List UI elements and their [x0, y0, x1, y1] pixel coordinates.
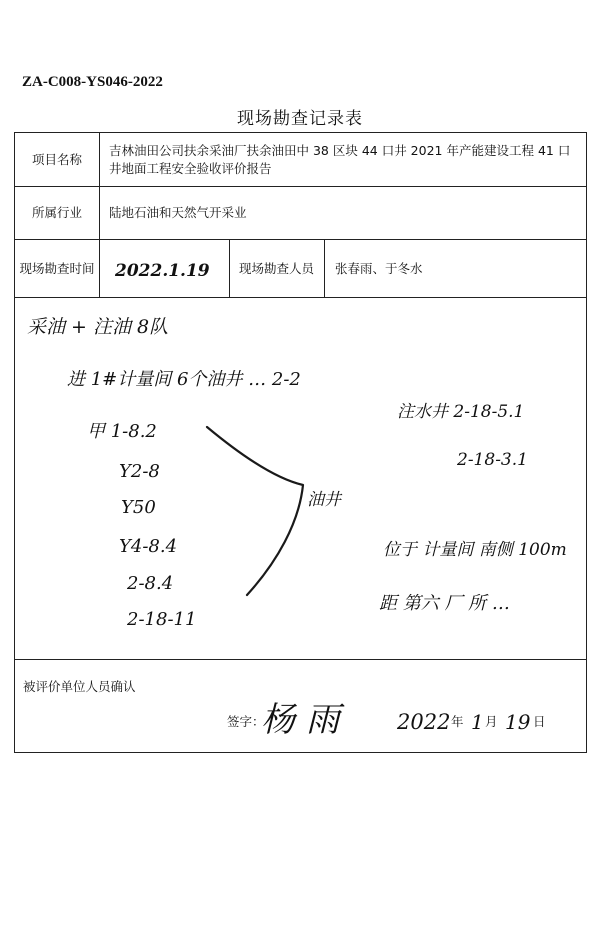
industry-value: 陆地石油和天然气开采业: [109, 205, 247, 220]
month-unit: 月: [485, 714, 498, 729]
note-line: Y50: [121, 497, 156, 518]
survey-date-label: 现场勘查时间: [19, 261, 95, 276]
industry-label: 所属行业: [31, 205, 82, 220]
confirm-month-value: 1: [471, 710, 484, 734]
year-unit: 年: [451, 714, 464, 729]
signature-handwriting: [259, 689, 379, 745]
note-line: Y2-8: [119, 461, 160, 482]
note-right: 注水井 2-18-5.1: [397, 402, 525, 422]
document-title: 现场勘查记录表: [237, 109, 363, 129]
note-line: 2-18-11: [127, 609, 197, 630]
note-right: 2-18-3.1: [457, 450, 528, 470]
column-divider: [99, 133, 100, 297]
project-name-value: 吉林油田公司扶余采油厂扶余油田中 38 区块 44 口井 2021 年产能建设工程 41 口井地面工程安全验收评价报告: [109, 143, 571, 176]
note-line: 2-8.4: [127, 573, 174, 594]
document-id: ZA-C008-YS046-2022: [22, 74, 163, 90]
confirm-label: 被评价单位人员确认: [23, 679, 136, 694]
project-name-label: 项目名称: [31, 152, 82, 167]
note-line: Y4-8.4: [119, 536, 178, 557]
signature: 杨 雨: [261, 700, 340, 740]
handwritten-curve: [207, 427, 303, 595]
survey-record-table: [14, 132, 587, 753]
survey-staff-label: 现场勘查人员: [238, 261, 314, 276]
survey-date-handwriting: [113, 253, 225, 287]
handwritten-notes: [15, 297, 586, 659]
note-line: 甲 1-8.2: [87, 421, 157, 442]
row-divider: [15, 659, 586, 660]
note-line: 采油 + 注油 8队: [27, 316, 169, 338]
row-divider: [15, 239, 586, 240]
sign-label: 签字：: [227, 714, 265, 729]
note-line: 进 1#计量间 6个油井 … 2-2: [67, 369, 301, 390]
note-right: 距 第六 厂 所 …: [379, 593, 510, 614]
note-right: 位于 计量间 南侧 100m: [383, 540, 567, 560]
survey-staff-value: 张春雨、于冬水: [335, 261, 423, 276]
confirm-year: 2022: [397, 710, 451, 734]
survey-date-value: 2022.1.19: [115, 261, 210, 281]
confirm-day-value: 19: [505, 710, 531, 734]
column-divider: [324, 239, 325, 297]
day-unit: 日: [533, 714, 546, 729]
row-divider: [15, 186, 586, 187]
note-oil-well: 油井: [307, 490, 341, 510]
